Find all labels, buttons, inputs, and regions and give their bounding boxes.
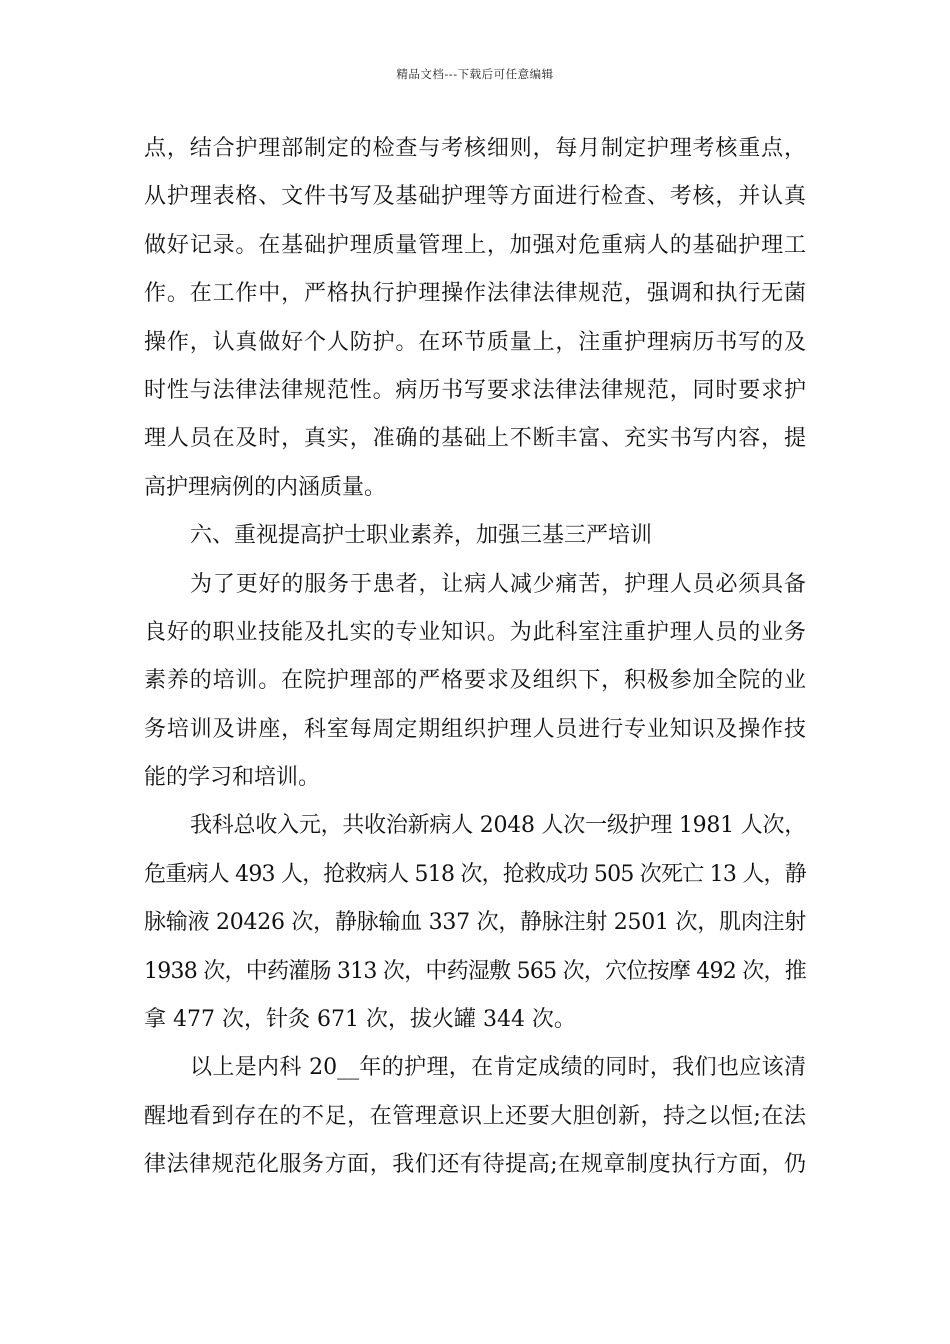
paragraph-training: [144, 561, 806, 803]
text-line: 素养的培训。在院护理部的严格要求及组织下，积极参加全院的业: [144, 668, 806, 694]
text-line: 为了更好的服务于患者，让病人减少痛苦，护理人员必须具备: [190, 571, 806, 597]
paragraph-continuation: [144, 125, 806, 512]
text-line: 拿 477 次，针灸 671 次，拔火罐 344 次。: [144, 1007, 576, 1033]
text-line: 我科总收入元，共收治新病人 2048 人次一级护理 1981 人次，: [190, 813, 806, 839]
heading-line: 六、重视提高护士职业素养，加强三基三严培训: [190, 523, 653, 549]
section-heading: [144, 512, 806, 560]
document-body: [144, 125, 806, 1190]
text-line: 作。在工作中，严格执行护理操作法律法律规范，强调和执行无菌: [144, 281, 806, 307]
text-line: 做好记录。在基础护理质量管理上，加强对危重病人的基础护理工: [144, 232, 806, 258]
paragraph-statistics: [144, 802, 806, 1044]
text-line: 以上是内科 20__年的护理，在肯定成绩的同时，我们也应该清: [190, 1055, 806, 1081]
text-line: 1938 次，中药灌肠 313 次，中药湿敷 565 次，穴位按摩 492 次，推: [144, 958, 806, 984]
text-line: 能的学习和培训。: [144, 765, 321, 791]
text-line: 从护理表格、文件书写及基础护理等方面进行检查、考核，并认真: [144, 184, 806, 210]
text-line: 点，结合护理部制定的检查与考核细则，每月制定护理考核重点，: [144, 136, 806, 161]
text-line: 醒地看到存在的不足，在管理意识上还要大胆创新，持之以恒;在法: [144, 1103, 806, 1129]
text-line: 务培训及讲座，科室每周定期组织护理人员进行专业知识及操作技: [144, 716, 806, 742]
text-line: 高护理病例的内涵质量。: [144, 474, 387, 500]
text-line: 脉输液 20426 次，静脉输血 337 次，静脉注射 2501 次，肌肉注射: [144, 910, 806, 936]
text-line: 时性与法律法律规范性。病历书写要求法律法律规范，同时要求护: [144, 377, 806, 403]
paragraph-summary: [144, 1044, 806, 1189]
text-line: 操作，认真做好个人防护。在环节质量上，注重护理病历书写的及: [144, 329, 806, 355]
page-header: 精品文档---下载后可任意编辑: [396, 67, 554, 81]
text-line: 律法律规范化服务方面，我们还有待提高;在规章制度执行方面，仍: [144, 1152, 806, 1178]
text-line: 良好的职业技能及扎实的专业知识。为此科室注重护理人员的业务: [144, 619, 806, 645]
text-line: 理人员在及时，真实，准确的基础上不断丰富、充实书写内容，提: [144, 426, 806, 452]
text-line: 危重病人 493 人，抢救病人 518 次，抢救成功 505 次死亡 13 人，静: [144, 861, 806, 887]
